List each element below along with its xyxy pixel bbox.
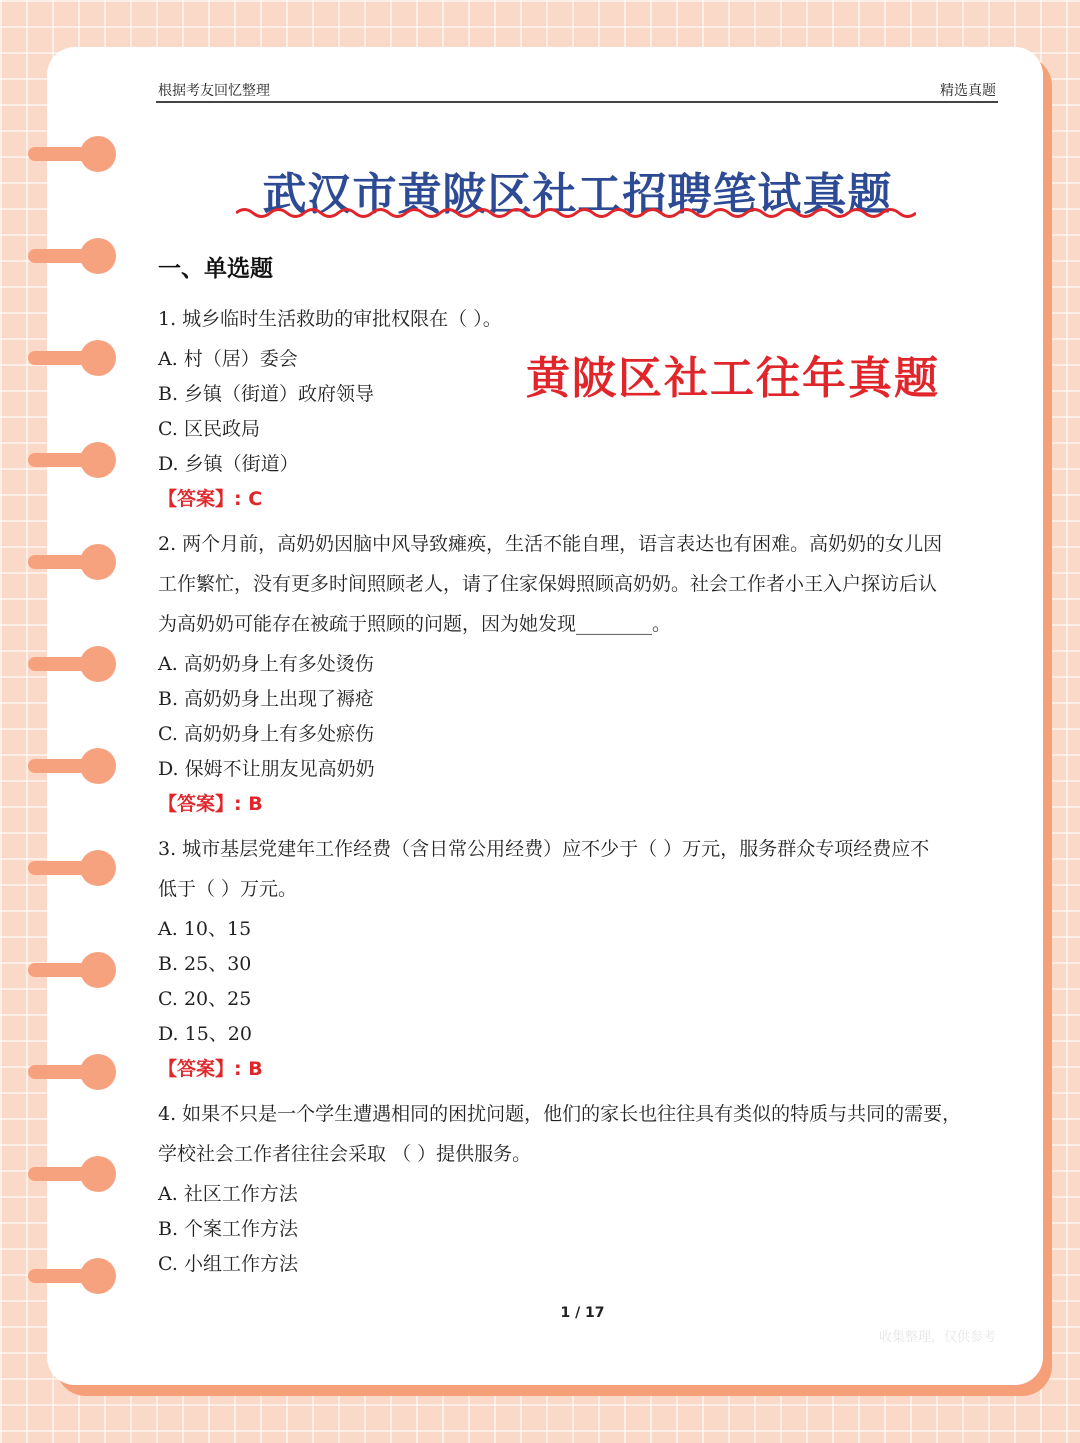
- binder-ring: [28, 646, 108, 682]
- binder-ring: [28, 340, 108, 376]
- q4-option-c: C. 小组工作方法: [158, 1253, 298, 1275]
- question-1-stem: 1. 城乡临时生活救助的审批权限在（ ）。: [158, 308, 502, 330]
- page-indicator: 1 / 17: [560, 1305, 605, 1321]
- watermark: 收集整理，仅供参考: [878, 1330, 996, 1345]
- question-2-stem-line: 为高奶奶可能存在被疏于照顾的问题，因为她发现________。: [158, 613, 672, 635]
- wavy-underline: [236, 206, 916, 220]
- overlay-banner: 黄陂区社工往年真题: [526, 353, 940, 404]
- q3-option-c: C. 20、25: [158, 988, 252, 1010]
- binder-ring: [28, 1258, 108, 1294]
- q2-option-c: C. 高奶奶身上有多处瘀伤: [158, 723, 374, 745]
- binder-ring: [28, 544, 108, 580]
- q2-option-a: A. 高奶奶身上有多处烫伤: [158, 653, 374, 675]
- q1-option-c: C. 区民政局: [158, 418, 260, 440]
- document-title: 武汉市黄陂区社工招聘笔试真题: [262, 169, 893, 220]
- q4-option-a: A. 社区工作方法: [158, 1183, 298, 1205]
- binder-ring: [28, 748, 108, 784]
- section-heading: 一、单选题: [158, 256, 273, 282]
- q2-option-d: D. 保姆不让朋友见高奶奶: [158, 758, 375, 780]
- q3-option-d: D. 15、20: [158, 1023, 252, 1045]
- q1-answer: 【答案】: C: [158, 488, 263, 510]
- q3-option-b: B. 25、30: [158, 953, 252, 975]
- binder-ring: [28, 850, 108, 886]
- q3-answer: 【答案】: B: [158, 1058, 263, 1080]
- header-divider: [156, 101, 998, 103]
- header-left: 根据考友回忆整理: [158, 83, 270, 99]
- q4-option-b: B. 个案工作方法: [158, 1218, 299, 1240]
- q2-answer: 【答案】: B: [158, 793, 263, 815]
- q3-option-a: A. 10、15: [158, 918, 252, 940]
- binder-ring: [28, 1156, 108, 1192]
- binder-ring: [28, 238, 108, 274]
- q2-option-b: B. 高奶奶身上出现了褥疮: [158, 688, 375, 710]
- question-2-stem-line: 2. 两个月前，高奶奶因脑中风导致瘫痪，生活不能自理，语言表达也有困难。高奶奶的女儿因: [158, 533, 943, 555]
- question-4-stem-line: 4. 如果不只是一个学生遭遇相同的困扰问题，他们的家长也往往具有类似的特质与共同的需要，: [158, 1103, 962, 1125]
- question-3-stem-line: 3. 城市基层党建年工作经费（含日常公用经费）应不少于（ ）万元，服务群众专项经费应不: [158, 838, 930, 860]
- q1-option-a: A. 村（居）委会: [158, 348, 298, 370]
- q1-option-d: D. 乡镇（街道）: [158, 453, 299, 475]
- question-4-stem-line: 学校社会工作者往往会采取 （ ）提供服务。: [158, 1143, 532, 1165]
- header-right: 精选真题: [940, 83, 996, 99]
- question-3-stem-line: 低于（ ）万元。: [158, 878, 298, 900]
- binder-ring: [28, 442, 108, 478]
- binder-ring: [28, 952, 108, 988]
- question-2-stem-line: 工作繁忙，没有更多时间照顾老人，请了住家保姆照顾高奶奶。社会工作者小王入户探访后认: [158, 573, 938, 595]
- q1-option-b: B. 乡镇（街道）政府领导: [158, 383, 375, 405]
- binder-ring: [28, 1054, 108, 1090]
